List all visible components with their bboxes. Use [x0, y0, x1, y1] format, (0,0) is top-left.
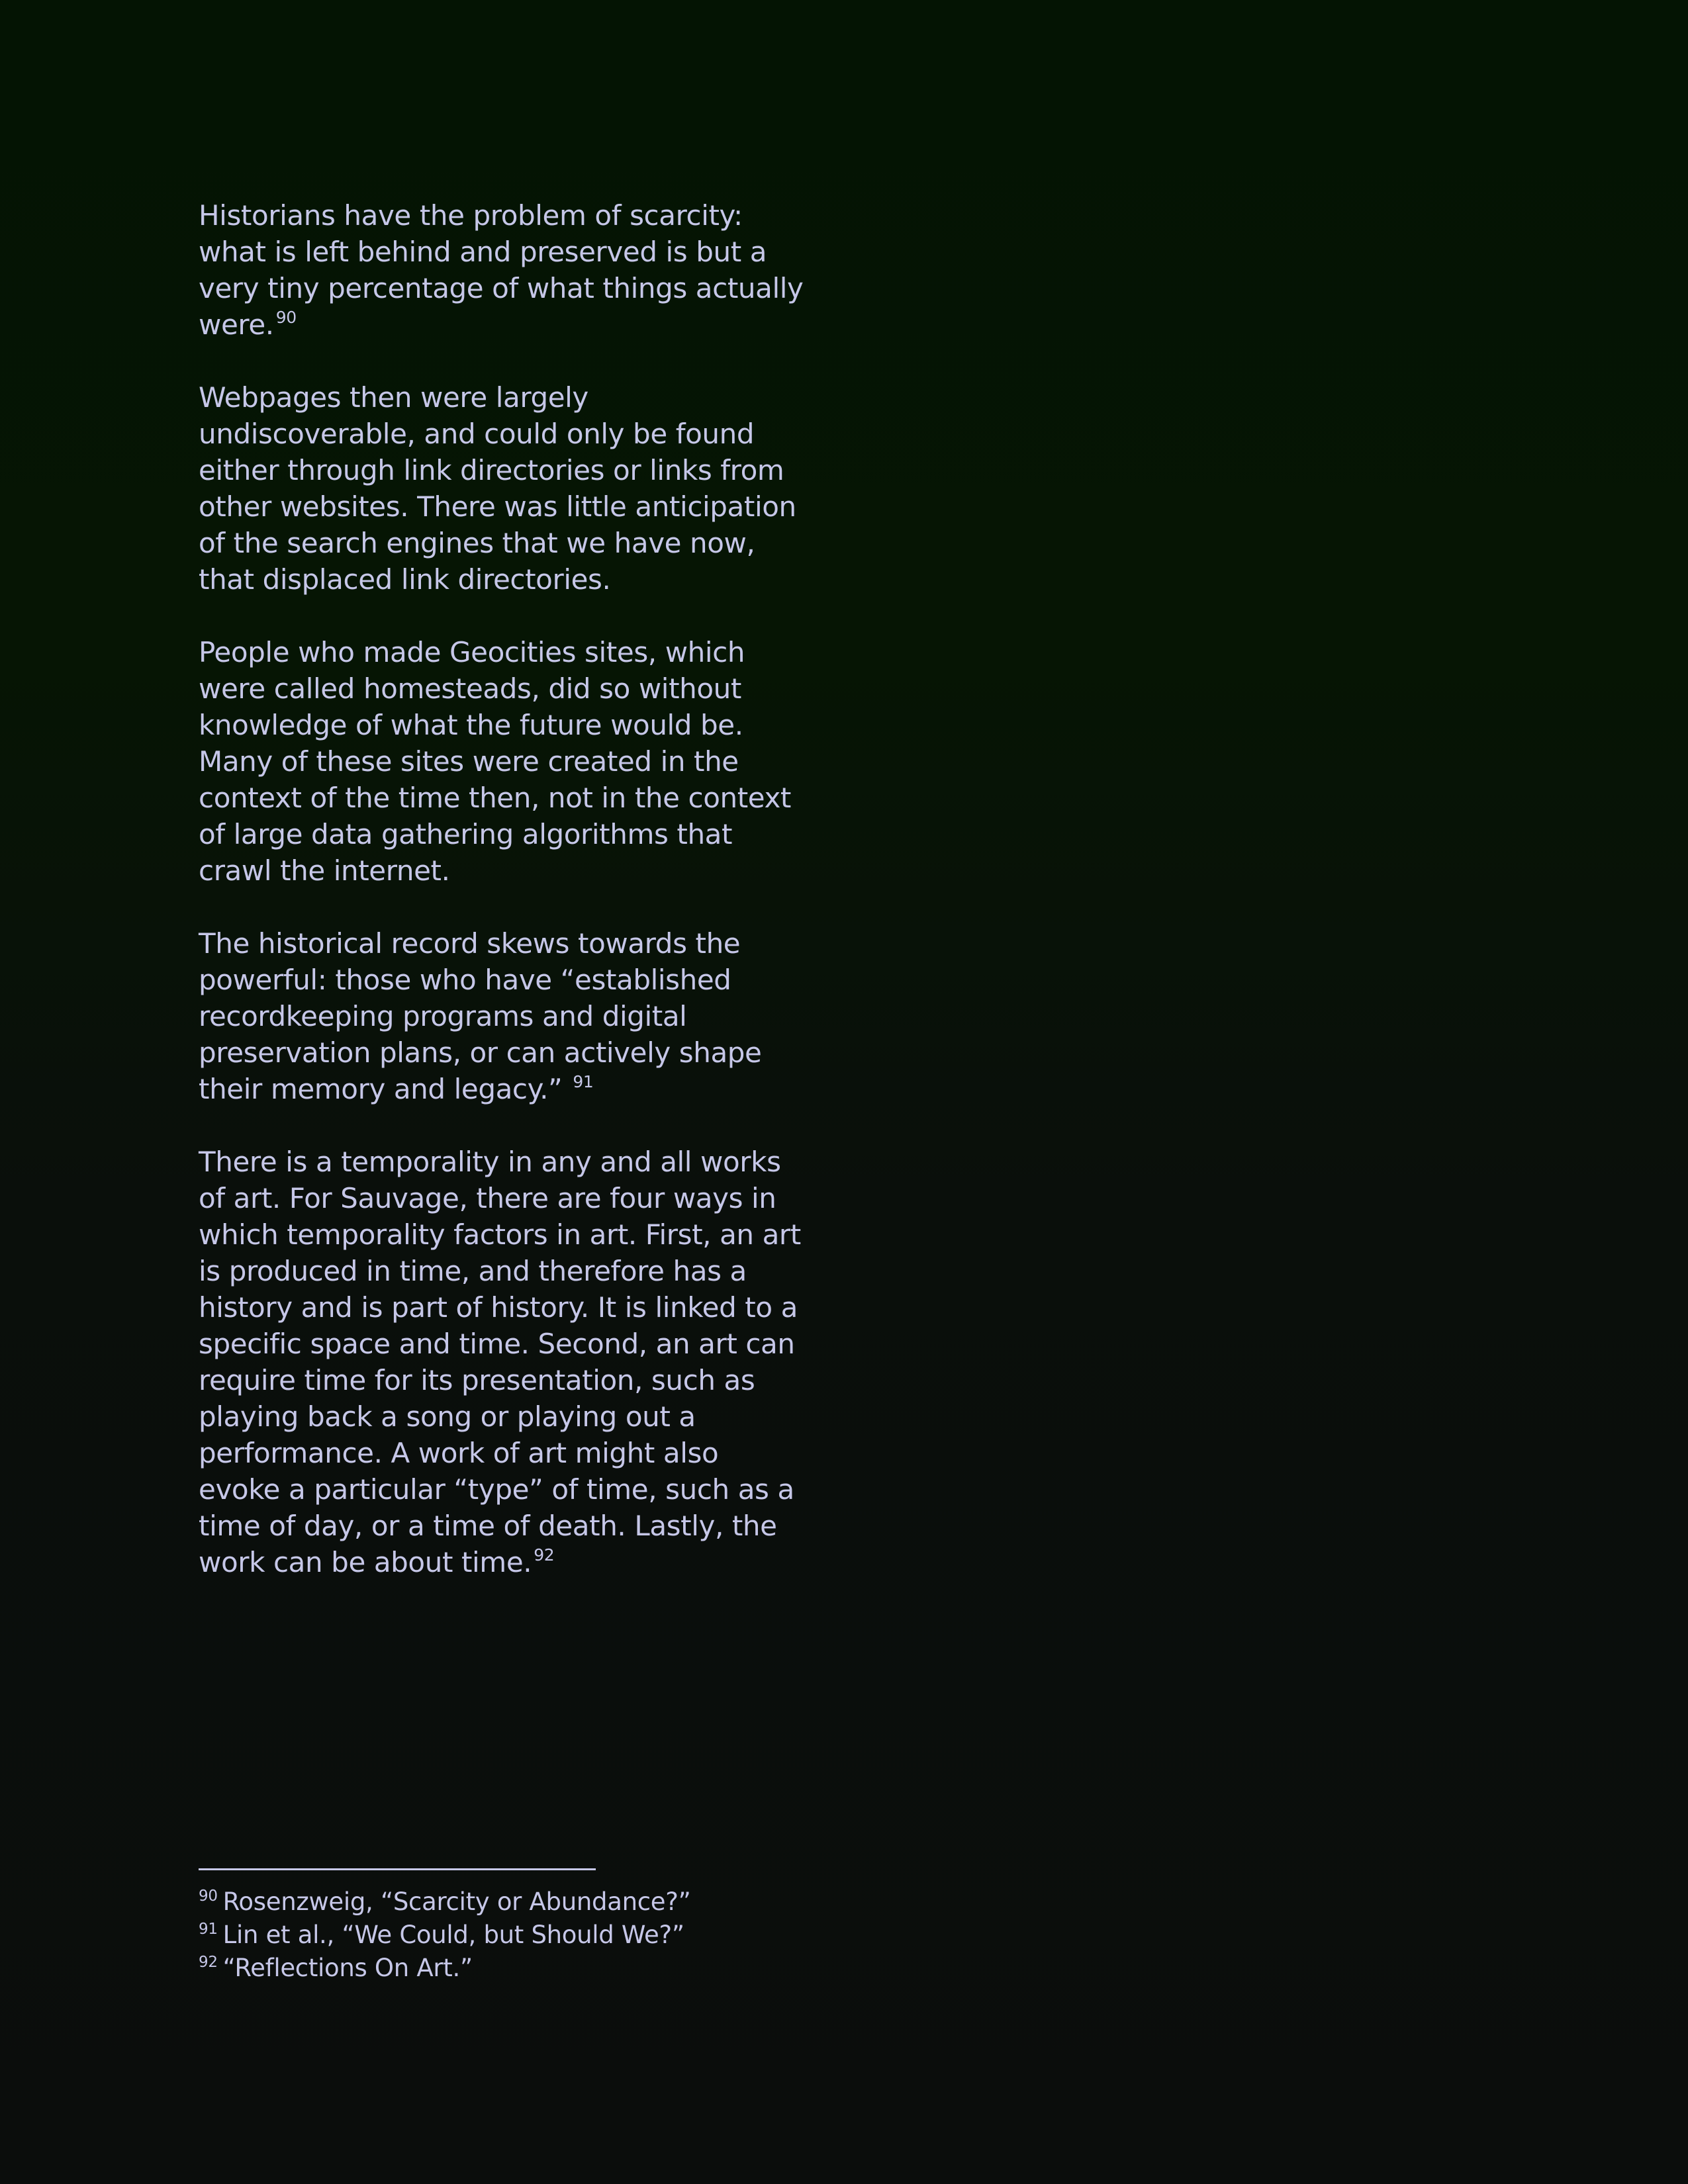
footnote-number: 91 [199, 1921, 218, 1938]
paragraph-scarcity [199, 197, 808, 343]
paragraph-text: People who made Geocities sites, which were called homesteads, did so without knowledge of what the future would be. Many of these sites were created in the context of the time then, not in the context of large data gathering algorithms that crawl the internet. [199, 636, 791, 887]
body-text [199, 197, 808, 1617]
footnote-divider [199, 1868, 596, 1870]
footnote-text: Lin et al., “We Could, but Should We?” [222, 1921, 684, 1949]
footnotes-section [199, 1868, 927, 1985]
footnote-text: Rosenzweig, “Scarcity or Abundance?” [222, 1888, 691, 1916]
paragraph-geocities [199, 634, 808, 889]
footnote-number: 92 [199, 1954, 218, 1971]
paragraph-temporality [199, 1144, 808, 1580]
footnote-reference[interactable]: 92 [534, 1545, 555, 1565]
paragraph-text: Webpages then were largely undiscoverable, and could only be found either through link directories or links from other websites. There was little anticipation of the search engines that we have now, that displaced link directories. [199, 381, 796, 596]
footnote-item [199, 1919, 927, 1952]
footnote-item [199, 1952, 927, 1985]
footnote-item [199, 1886, 927, 1919]
paragraph-historical-record [199, 925, 808, 1107]
footnote-reference[interactable]: 90 [275, 308, 297, 327]
footnote-number: 90 [199, 1888, 218, 1905]
paragraph-text: The historical record skews towards the powerful: those who have “established recordkeeping programs and digital preservation plans, or can actively shape their memory and legacy.” [199, 927, 762, 1105]
footnote-text: “Reflections On Art.” [222, 1954, 473, 1982]
paragraph-text: There is a temporality in any and all works of art. For Sauvage, there are four ways in which temporality factors in art. First, an art is produced in time, and therefore has a history and is part of history. It is linked to a specific space and time. Second, an art can require time for its presentation, such as playing back a song or playing out a performance. A work of art might also evoke a particular “type” of time, such as a time of day, or a time of death. Lastly, the work can be about time. [199, 1146, 801, 1578]
footnote-reference[interactable]: 91 [573, 1072, 594, 1091]
paragraph-webpages [199, 379, 808, 598]
paragraph-text: Historians have the problem of scarcity: what is left behind and preserved is but a very tiny percentage of what things actually were. [199, 199, 804, 341]
